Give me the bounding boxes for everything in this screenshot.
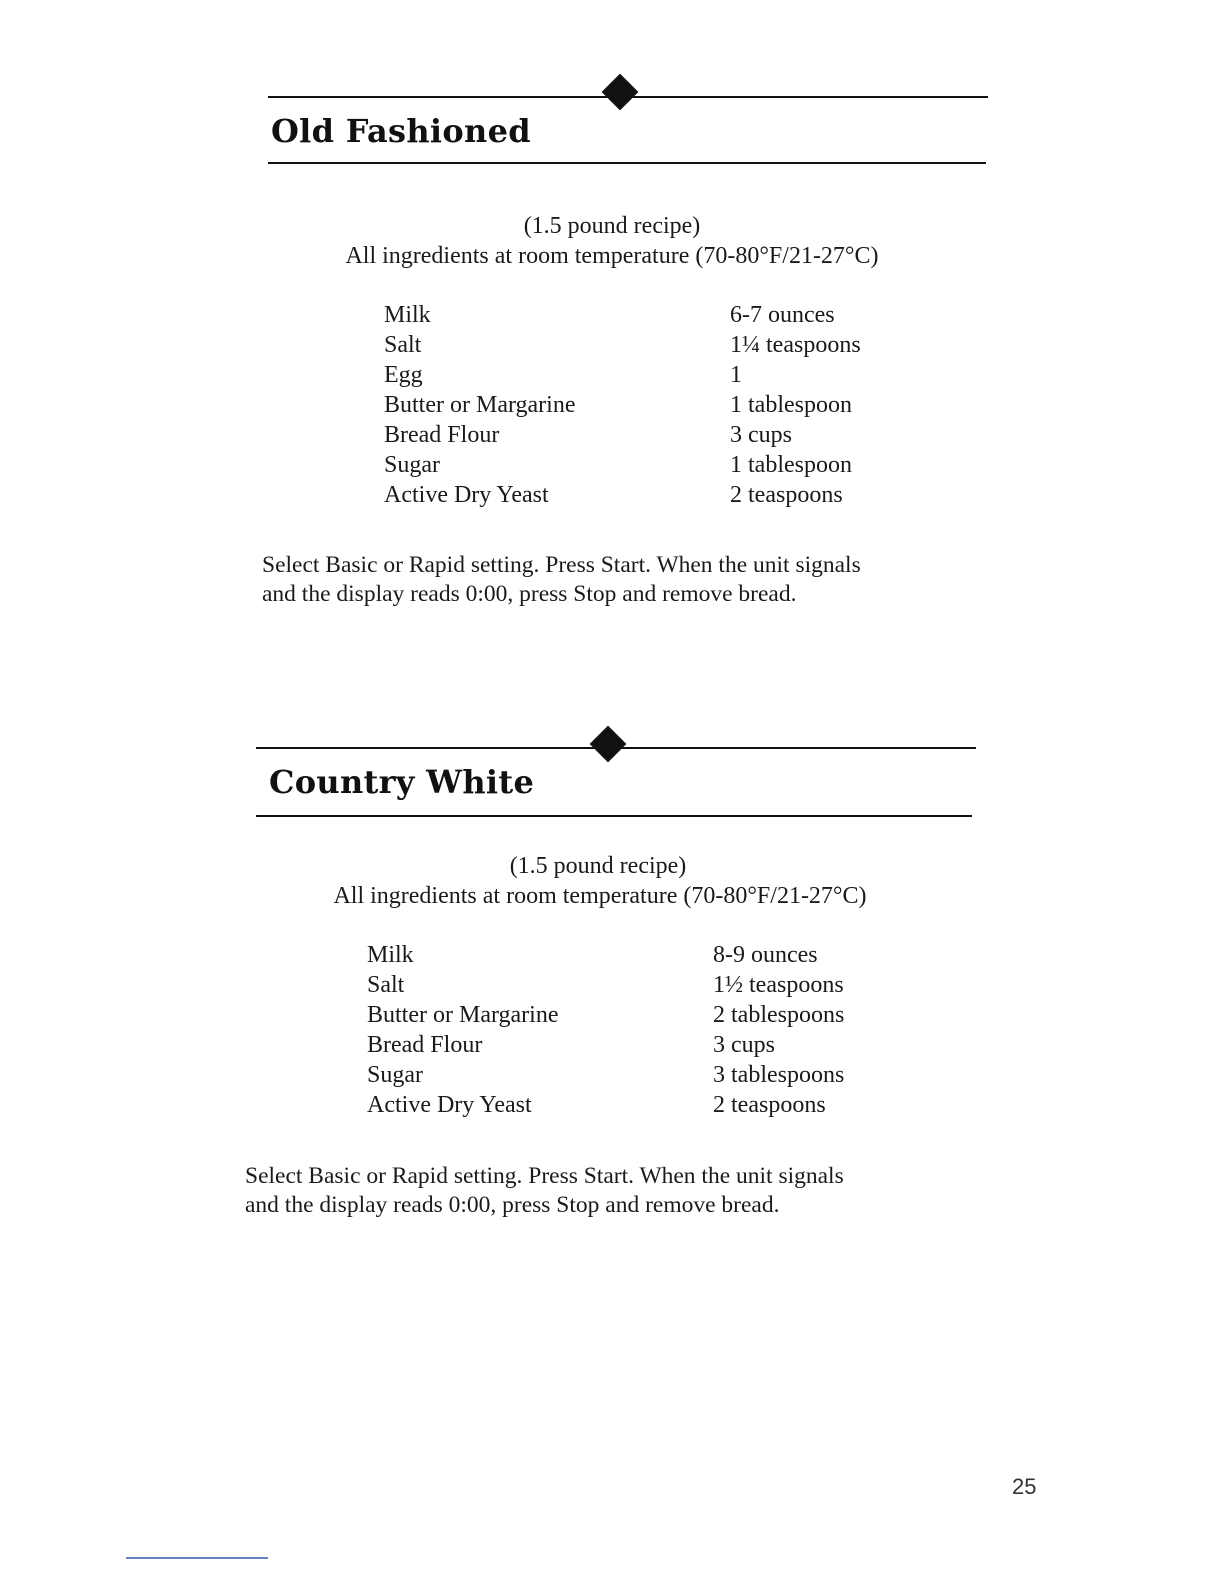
ingredient-quantity: 2 teaspoons — [730, 482, 843, 508]
ingredient-quantity: 8-9 ounces — [713, 942, 818, 968]
ingredient-list — [367, 942, 927, 1122]
ingredient-name: Butter or Margarine — [367, 1002, 559, 1028]
ingredient-quantity: 1 — [730, 362, 742, 388]
ingredient-name: Salt — [384, 332, 422, 358]
ingredient-name: Butter or Margarine — [384, 392, 576, 418]
recipe-instructions — [262, 551, 982, 609]
ingredient-name: Bread Flour — [384, 422, 500, 448]
ingredient-row — [367, 1032, 927, 1062]
ingredient-row — [367, 942, 927, 972]
ingredient-quantity: 1¼ teaspoons — [730, 332, 861, 358]
ingredient-quantity: 2 teaspoons — [713, 1092, 826, 1118]
recipe-temperature: All ingredients at room temperature (70-80°F/21-27°C) — [333, 883, 867, 909]
ingredient-row — [384, 332, 944, 362]
header-rule-bottom — [268, 162, 986, 164]
recipe-title: Old Fashioned — [271, 112, 531, 150]
ingredient-quantity: 6-7 ounces — [730, 302, 835, 328]
recipe-temperature: All ingredients at room temperature (70-80°F/21-27°C) — [345, 243, 879, 269]
instructions-line: Select Basic or Rapid setting. Press Start. When the unit signals — [245, 1163, 844, 1189]
ingredient-row — [384, 362, 944, 392]
ingredient-row — [367, 1092, 927, 1122]
ingredient-quantity: 3 tablespoons — [713, 1062, 845, 1088]
ingredient-quantity: 2 tablespoons — [713, 1002, 845, 1028]
ingredient-row — [367, 1002, 927, 1032]
ingredient-quantity: 1 tablespoon — [730, 452, 852, 478]
diamond-ornament-icon — [602, 74, 639, 111]
instructions-line: and the display reads 0:00, press Stop and remove bread. — [245, 1192, 780, 1218]
ingredient-row — [367, 972, 927, 1002]
ingredient-name: Milk — [384, 302, 431, 328]
ingredient-name: Salt — [367, 972, 405, 998]
ingredient-name: Active Dry Yeast — [384, 482, 549, 508]
ingredient-quantity: 1½ teaspoons — [713, 972, 844, 998]
ingredient-row — [384, 482, 944, 512]
ingredient-list — [384, 302, 944, 512]
ingredient-row — [384, 452, 944, 482]
ingredient-name: Active Dry Yeast — [367, 1092, 532, 1118]
recipe-size: (1.5 pound recipe) — [523, 213, 701, 239]
ingredient-row — [367, 1062, 927, 1092]
ingredient-row — [384, 392, 944, 422]
instructions-line: and the display reads 0:00, press Stop and remove bread. — [262, 581, 797, 607]
recipe-instructions — [245, 1162, 965, 1220]
ingredient-name: Milk — [367, 942, 414, 968]
header-rule-bottom — [256, 815, 972, 817]
instructions-line: Select Basic or Rapid setting. Press Start. When the unit signals — [262, 552, 861, 578]
ingredient-quantity: 3 cups — [713, 1032, 775, 1058]
footer-rule — [126, 1557, 268, 1559]
ingredient-row — [384, 422, 944, 452]
recipe-title: Country White — [269, 763, 535, 801]
ingredient-name: Bread Flour — [367, 1032, 483, 1058]
ingredient-name: Sugar — [384, 452, 440, 478]
ingredient-quantity: 3 cups — [730, 422, 792, 448]
ingredient-name: Sugar — [367, 1062, 423, 1088]
ingredient-row — [384, 302, 944, 332]
ingredient-quantity: 1 tablespoon — [730, 392, 852, 418]
diamond-ornament-icon — [590, 726, 627, 763]
ingredient-name: Egg — [384, 362, 423, 388]
page-number: 25 — [1012, 1474, 1037, 1499]
recipe-size: (1.5 pound recipe) — [509, 853, 687, 879]
